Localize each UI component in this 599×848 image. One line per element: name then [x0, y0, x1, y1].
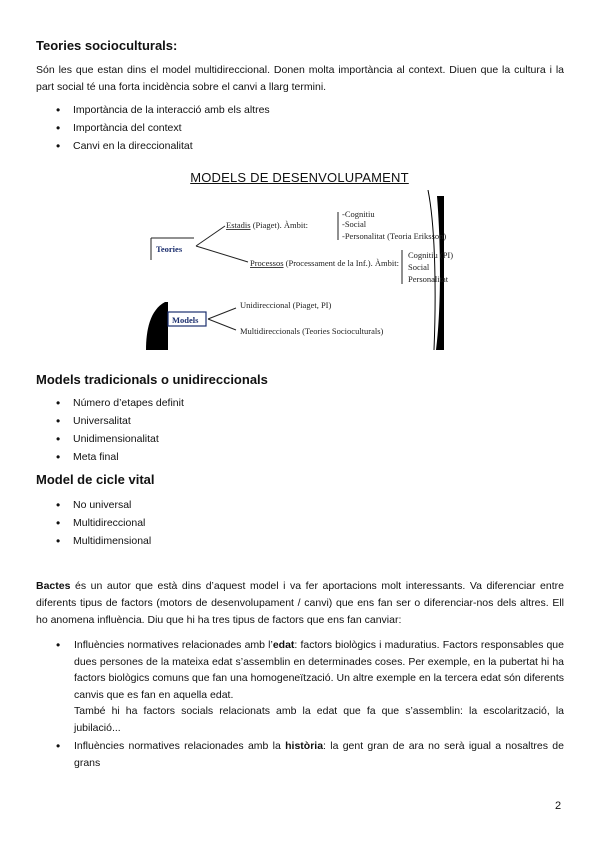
edat-keyword: edat — [272, 639, 295, 651]
section-heading-socioculturals: Teories socioculturals: — [36, 38, 178, 53]
multidireccional-label: Multidireccionals (Teories Socioculturals) — [240, 326, 384, 336]
list-item: • Canvi en la direccionalitat — [56, 137, 566, 155]
estadis-item: -Social — [342, 219, 367, 229]
bactes-text: és un autor que està dins d’aquest model i va fer aportacions molt interessants. Va diferenciar entre diferents tipus de factors (motors de desenvolupament / canvi) que ens fan ser o diferenciar-nos dels altres. Ell ho anomena influència. Diu que hi ha tres tipus de factors que ens fan canviar: — [36, 580, 564, 626]
processos-item: Social — [408, 262, 430, 272]
historia-keyword: història — [285, 740, 324, 752]
diagram-left-curve — [146, 302, 168, 350]
tradicionals-list — [56, 394, 566, 466]
processos-item: Cognitiu (PI) — [408, 250, 454, 260]
list-item: • Importància del context — [56, 119, 566, 137]
processos-item: Personalitat — [408, 274, 449, 284]
diagram-right-curve — [436, 196, 444, 350]
list-item: • Importància de la interacció amb els altres — [56, 101, 566, 119]
models-label: Models — [172, 315, 199, 325]
socioculturals-list — [56, 101, 566, 155]
estadis-label: Estadis — [226, 220, 251, 230]
social-factors-text: També hi ha factors socials relacionats amb la edat que fa que s’assemblin: la escolarització, la jubilació... — [74, 705, 564, 734]
section-heading-tradicionals: Models tradicionals o unidireccionals — [36, 372, 268, 387]
teories-label: Teories — [156, 244, 183, 254]
estadis-item: -Cognitiu — [342, 209, 375, 219]
list-item: • No universal — [56, 496, 566, 514]
list-item: • Unidimensionalitat — [56, 430, 566, 448]
models-diagram — [0, 190, 599, 360]
bactes-paragraph — [36, 578, 564, 629]
list-item: • Influències normatives relacionades amb la història: la gent gran de ara no serà igual a nosaltres de grans — [56, 738, 564, 771]
svg-text:Estadis (Piaget). Àmbit: — [226, 220, 308, 230]
diagram-title: MODELS DE DESENVOLUPAMENT — [190, 170, 409, 185]
list-item: • Multidireccional — [56, 514, 566, 532]
influences-list — [56, 637, 564, 771]
author-name: Bactes — [36, 580, 71, 592]
processos-description: (Processament de la Inf.). Àmbit: — [283, 258, 399, 268]
socioculturals-paragraph: Són les que estan dins el model multidireccional. Donen molta importància al context. Diuen que la cultura i la part social té una forta incidència sobre el canvi a llarg termini. — [36, 64, 564, 93]
section-heading-cicle-vital: Model de cicle vital — [36, 472, 155, 487]
list-item: • Influències normatives relacionades amb l’edat: factors biològics i maduratius. Factors responsables que dues persones de la mateixa edat s’assemblin en determinades coses. Per exemple, en la pubertat hi ha factors biològics comuns que fan una homogeneïtzació. Un altre exemple en la tercera edat són diferents canvis que es fan en aquella edat. També hi ha factors socials relacionats amb la edat que fa que s’assemblin: la escolarització, la jubilació... — [56, 637, 564, 736]
svg-text:Processos (Processament de la — [250, 258, 399, 268]
processos-label: Processos — [250, 258, 284, 268]
estadis-item: -Personalitat (Teoria Eriksson) — [342, 231, 447, 241]
list-item: • Meta final — [56, 448, 566, 466]
list-item: • Número d’etapes definit — [56, 394, 566, 412]
list-item: • Multidimensional — [56, 532, 566, 550]
list-item: • Universalitat — [56, 412, 566, 430]
cicle-vital-list — [56, 496, 566, 550]
estadis-description: (Piaget). Àmbit: — [250, 220, 308, 230]
page-number: 2 — [555, 800, 562, 812]
unidireccional-label: Unidireccional (Piaget, PI) — [240, 300, 332, 310]
